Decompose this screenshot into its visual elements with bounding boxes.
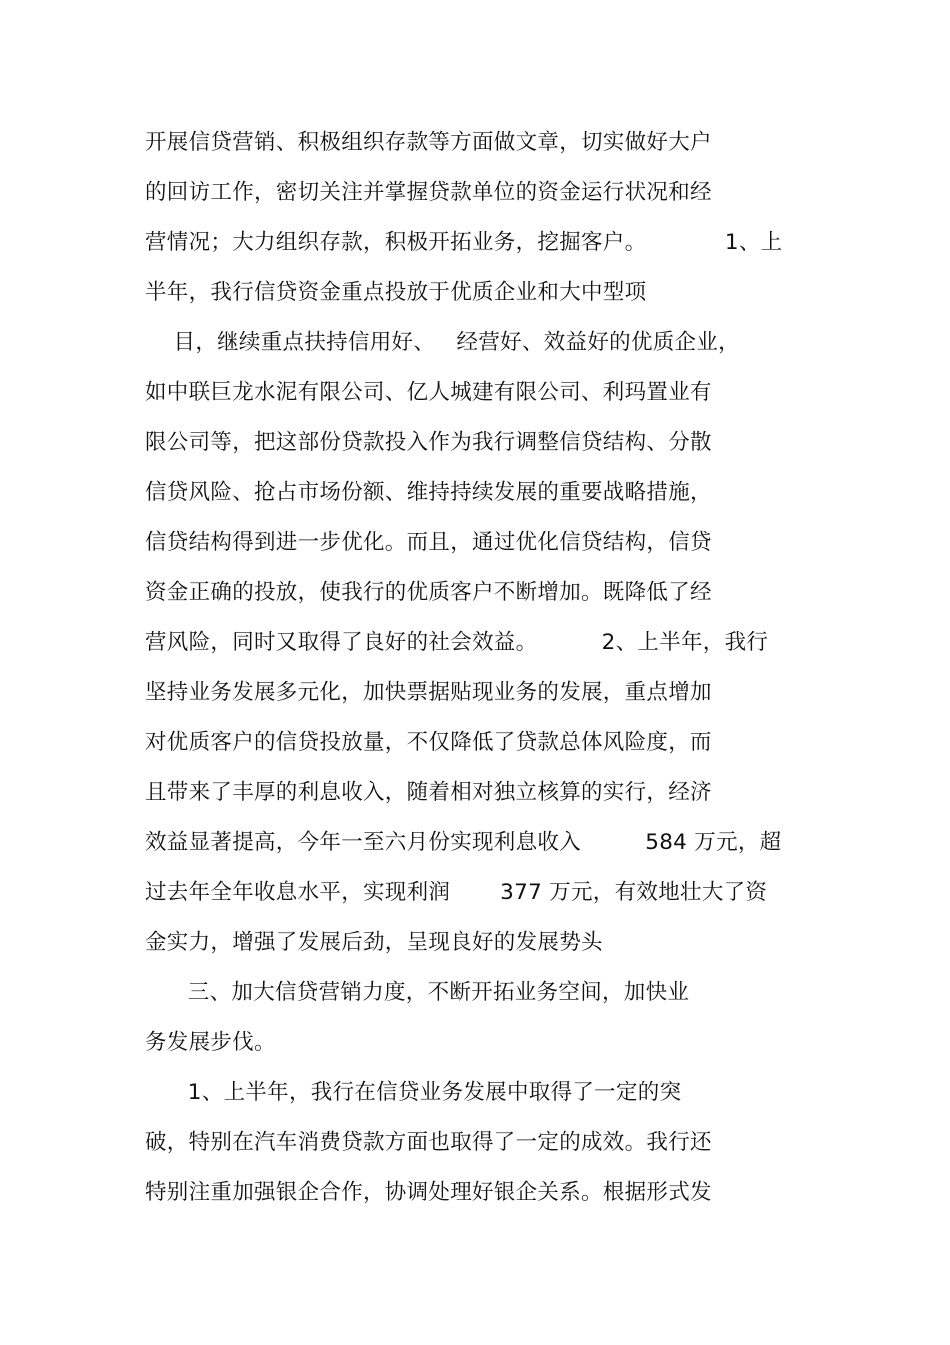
text-line: 半年，我行信贷资金重点投放于优质企业和大中型项: [145, 280, 647, 305]
text-line: 资金正确的投放，使我行的优质客户不断增加。既降低了经: [145, 580, 712, 605]
text-line: 目，继续重点扶持信用好、 经营好、效益好的优质企业，: [145, 330, 740, 355]
text-line: 特别注重加强银企合作，协调处理好银企关系。根据形式发: [145, 1180, 712, 1205]
text-line: 开展信贷营销、积极组织存款等方面做文章，切实做好大户: [145, 130, 712, 155]
section-heading: 三、加大信贷营销力度，不断开拓业务空间，加快业: [145, 980, 690, 1005]
text-line: 过去年全年收息水平，实现利润 377 万元，有效地壮大了资: [145, 880, 768, 905]
text-line: 的回访工作，密切关注并掌握贷款单位的资金运行状况和经: [145, 180, 712, 205]
text-line: 效益显著提高，今年一至六月份实现利息收入 584 万元，超: [145, 830, 782, 855]
text-line: 营情况；大力组织存款，积极开拓业务，挖掘客户。 1、上: [145, 230, 783, 255]
text-line: 1、上半年，我行在信贷业务发展中取得了一定的突: [145, 1080, 682, 1105]
text-line: 破，特别在汽车消费贷款方面也取得了一定的成效。我行还: [145, 1130, 712, 1155]
text-line: 务发展步伐。: [145, 1030, 276, 1055]
text-line: 信贷结构得到进一步优化。而且，通过优化信贷结构，信贷: [145, 530, 712, 555]
text-line: 信贷风险、抢占市场份额、维持持续发展的重要战略措施，: [145, 480, 712, 505]
text-line: 限公司等，把这部份贷款投入作为我行调整信贷结构、分散: [145, 430, 712, 455]
text-line: 且带来了丰厚的利息收入，随着相对独立核算的实行，经济: [145, 780, 712, 805]
text-line: 如中联巨龙水泥有限公司、亿人城建有限公司、利玛置业有: [145, 380, 712, 405]
text-line: 营风险，同时又取得了良好的社会效益。 2、上半年，我行: [145, 630, 769, 655]
text-line: 坚持业务发展多元化，加快票据贴现业务的发展，重点增加: [145, 680, 712, 705]
text-line: 金实力，增强了发展后劲，呈现良好的发展势头: [145, 930, 603, 955]
text-line: 对优质客户的信贷投放量，不仅降低了贷款总体风险度，而: [145, 730, 712, 755]
